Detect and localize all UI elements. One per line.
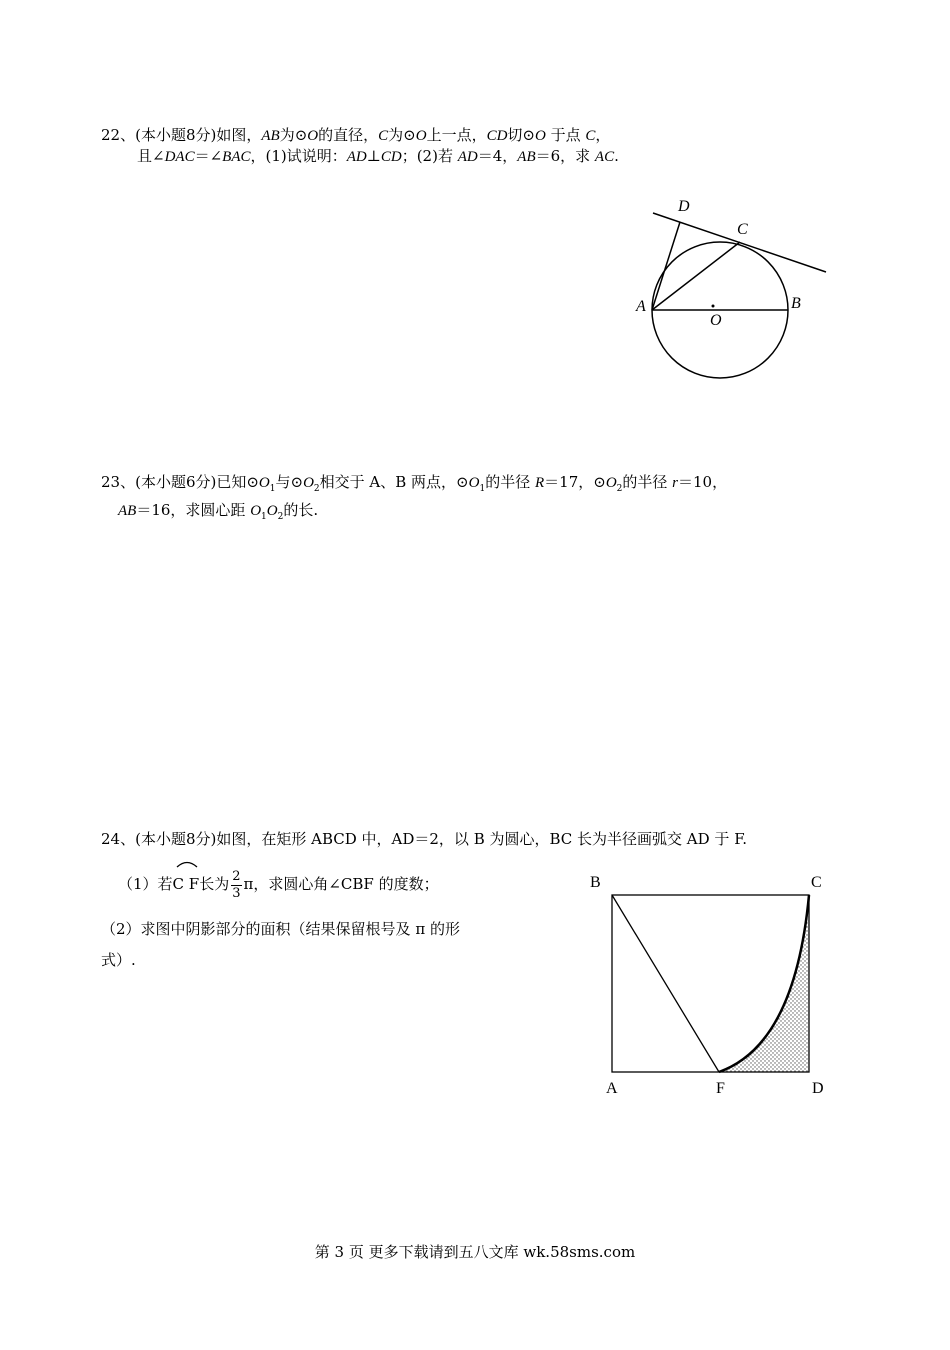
label-d: D	[678, 198, 690, 215]
label-c: C	[811, 874, 822, 891]
q24-number: 24、	[101, 830, 136, 848]
q23-line-1: 23、(本小题6分)已知$⊙O_1$与$⊙O_2$相交于 A、B 两点，$⊙O_1$的半径 R＝17，$⊙O_2$的半径 r＝10，	[101, 473, 728, 494]
label-a: A	[636, 298, 646, 315]
q23-number: 23、	[101, 473, 136, 491]
label-d: D	[812, 1080, 824, 1097]
label-o: O	[710, 312, 722, 329]
segment-bf	[612, 895, 719, 1072]
fraction-two-thirds: $\frac{2}{3}$	[232, 868, 241, 901]
label-b: B	[590, 874, 601, 891]
q22-points: (本小题8分)	[135, 126, 217, 144]
label-f: F	[716, 1080, 725, 1097]
label-b: B	[791, 295, 801, 312]
q22-number: 22、	[101, 126, 136, 144]
label-a: A	[606, 1080, 618, 1097]
shaded-region	[719, 895, 809, 1072]
q24-points: (本小题8分)	[135, 830, 217, 848]
arc-cf: C F	[173, 866, 200, 902]
q24-line-1: 24、(本小题8分)如图，在矩形 ABCD 中，AD＝2，以 B 为圆心，BC 长为半径画弧交 AD 于 F.	[101, 830, 748, 848]
q23-points: (本小题6分)	[135, 473, 217, 491]
q22-line-1: 22、(本小题8分)如图，AB为⊙O的直径，C为⊙O上一点，CD切⊙O 于点 C，	[101, 126, 611, 144]
q23-line-2: AB＝16，求圆心距 $O_1O_2$的长.	[118, 501, 319, 522]
q22-line-2: 且∠DAC＝∠BAC，(1)试说明：AD⊥CD；(2)若 AD＝4，AB＝6，求 AC.	[137, 147, 619, 165]
label-c: C	[737, 221, 748, 238]
q24-part-2-cont: 式）.	[101, 951, 136, 969]
q24-part-2: （2）求图中阴影部分的面积（结果保留根号及 π 的形	[101, 920, 460, 938]
page-footer: 第 3 页 更多下载请到五八文库 wk.58sms.com	[314, 1243, 636, 1261]
q24-part-1: （1）若 C F长为 $\frac{2}{3}$ π，求圆心角∠CBF 的度数；	[118, 866, 439, 902]
